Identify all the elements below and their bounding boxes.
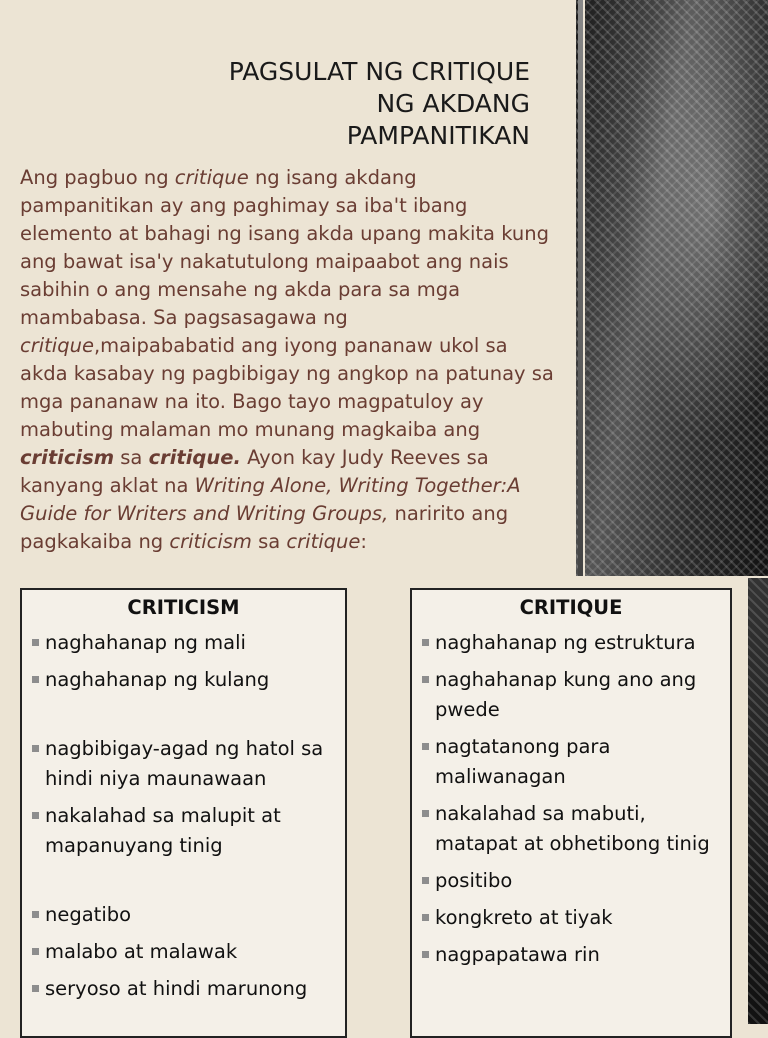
intro-paragraph xyxy=(20,164,555,556)
critique-heading: CRITIQUE xyxy=(519,596,623,619)
list-item: naghahanap ng estruktura xyxy=(422,628,720,658)
list-item: nagbibigay-agad ng hatol sa hindi niya maunawaan xyxy=(32,734,335,794)
decorative-divider xyxy=(578,0,585,576)
intro-text: ng isang akdang pampanitikan ay ang paghimay sa iba't ibang elemento at bahagi ng isang akda upang makita kung ang bawat isa'y nakatutulong maipaabot ang nais sabihin o ang mensahe ng akda para sa mga mambabasa. Sa pagsasagawa ng xyxy=(20,166,549,329)
intro-bold-italic: criticism xyxy=(20,446,115,469)
intro-text: Ang pagbuo ng xyxy=(20,166,175,189)
list-item: kongkreto at tiyak xyxy=(422,903,720,933)
intro-text: : xyxy=(360,530,367,553)
criticism-box xyxy=(20,588,347,1038)
page-title: PAGSULAT NG CRITIQUE NG AKDANG PAMPANITIKAN xyxy=(228,57,530,150)
list-item: positibo xyxy=(422,866,720,896)
intro-italic: critique xyxy=(286,530,361,553)
list-item: seryoso at hindi marunong xyxy=(32,974,335,1004)
criticism-list xyxy=(32,628,335,1004)
list-item: nakalahad sa mabuti, matapat at obhetibong tinig xyxy=(422,799,720,859)
critique-list xyxy=(422,628,720,970)
intro-bold-italic: critique. xyxy=(148,446,241,469)
list-item: naghahanap kung ano ang pwede xyxy=(422,665,720,725)
intro-text: sa xyxy=(114,446,149,469)
book-title: Writing Alone, Writing Together:A Guide for Writers and Writing Groups, xyxy=(20,474,521,525)
intro-text: naririto ang pagkakaiba ng xyxy=(20,502,509,553)
intro-text: Ayon kay Judy Reeves sa kanyang aklat na xyxy=(20,446,489,497)
intro-italic: criticism xyxy=(169,530,252,553)
decorative-texture-strip xyxy=(748,578,768,1024)
intro-italic: critique xyxy=(174,166,249,189)
decorative-texture-panel xyxy=(576,0,768,576)
intro-text: ,maipababatid ang iyong pananaw ukol sa akda kasabay ng pagbibigay ng angkop na patunay sa mga pananaw na ito. Bago tayo magpatuloy ay mabuting malaman mo munang magkaiba ang xyxy=(20,334,554,441)
list-item: naghahanap ng mali xyxy=(32,628,335,658)
list-item: malabo at malawak xyxy=(32,937,335,967)
criticism-heading: CRITICISM xyxy=(127,596,240,619)
list-item: nagtatanong para maliwanagan xyxy=(422,732,720,792)
critique-box xyxy=(410,588,732,1038)
list-item: naghahanap ng kulang xyxy=(32,665,335,695)
list-item: nakalahad sa malupit at mapanuyang tinig xyxy=(32,801,335,861)
list-item: nagpapatawa rin xyxy=(422,940,720,970)
intro-italic: critique xyxy=(20,334,94,357)
list-item: negatibo xyxy=(32,900,335,930)
intro-text: sa xyxy=(251,530,287,553)
